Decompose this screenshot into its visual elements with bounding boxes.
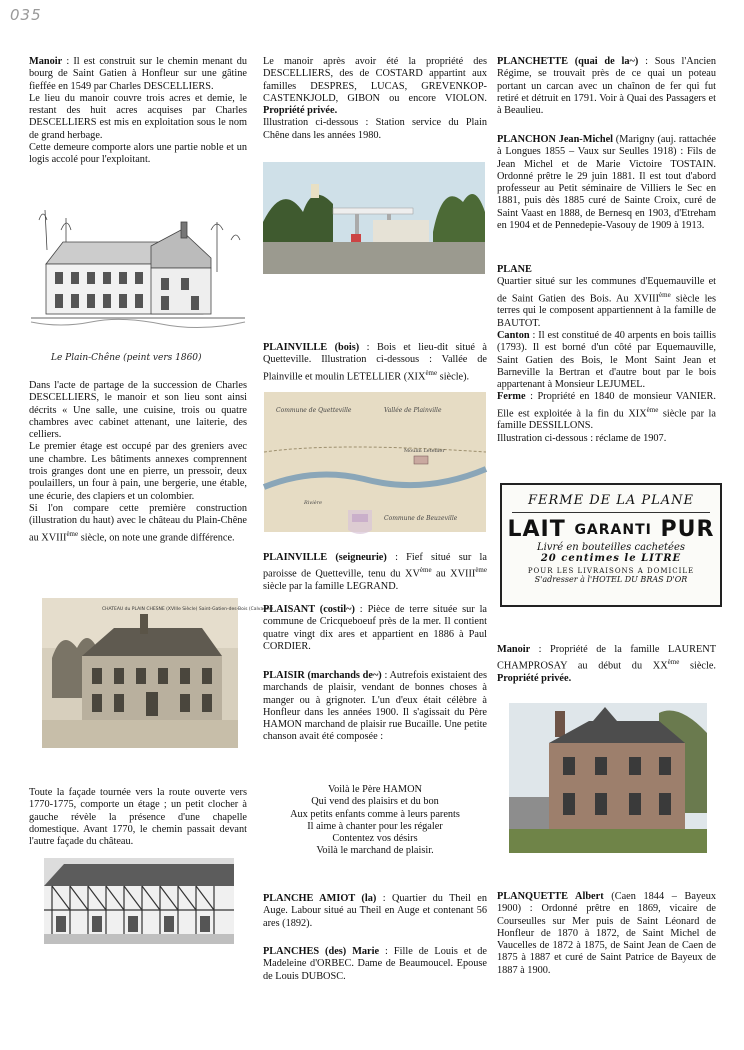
page-number: 035 — [10, 6, 42, 24]
map-label: Commune de Beuzeville — [384, 515, 458, 522]
service-station-image — [263, 162, 485, 274]
verse-line: Il aime à chanter pour les régaler — [307, 820, 443, 832]
entry-title: Manoir — [29, 56, 63, 67]
entry-title: PLAISIR (marchands de~) — [263, 670, 382, 681]
entry-plaisir: PLAISIR (marchands de~) : Autrefois existaient des marchands de plaisir, vendant de bonnes choses à manger ou à grignoter. L'un d'eux était célèbre à Honfleur dans les années 1900. Il s'agissait du Père HAMON marchand de plaisir rue Bucaille. Une petite chanson avait été composée : — [263, 670, 487, 743]
map-label: Rivière — [304, 500, 323, 506]
entry-plainville-bois: PLAINVILLE (bois) : Bois et lieu-dit situé à Quetteville. Illustration ci-dessous : Vallée de Plainville et moulin LETELLIER (XIXème siècle). — [263, 342, 487, 383]
plainville-map-image — [264, 392, 486, 532]
verse-line: Voilà le marchand de plaisir. — [316, 845, 434, 857]
entry-subtitle: Canton — [497, 329, 530, 341]
chateau-postcard-image — [42, 598, 273, 748]
entry-planches-marie: PLANCHES (des) Marie : Fille de Louis et de Madeleine d'ORBEC. Dame de Beaumoucel. Epouse de Louis DUBOSC. — [263, 946, 487, 982]
entry-title: PLANCHE AMIOT (la) — [263, 893, 377, 904]
entry-subtitle: Ferme — [497, 391, 526, 403]
entry-text: : Il est construit sur le chemin menant du bourg de Saint Gatien à Honfleur sur une gâtine fieffée en 1549 par Charles DESCELLIERS. — [29, 56, 247, 92]
manor-sketch-image — [31, 200, 245, 372]
entry-manoir-plane: Manoir : Propriété de la famille LAURENT CHAMPROSAY au début du XXème siècle. Propriété privée. — [497, 644, 716, 685]
private-property-label: Propriété privée. — [263, 105, 338, 117]
advertisement-image: FERME DE LA PLANE LAIT GARANTI PUR Livré en bouteilles cachetées 20 centimes le LITRE POUR LES LIVRAISONS A DOMICILE S'adresser à l'HOTEL DU BRAS D'OR — [500, 483, 722, 607]
entry-planchette: PLANCHETTE (quai de la~) : Sous l'Ancien Régime, se trouvait près de ce quai un poteau portant un carcan avec un chaînon de fer qui fut retiré et détruit en 1791. Voir à Quai des Passagers et à Beaulieu. — [497, 56, 716, 117]
entry-manoir-owners: Le manoir après avoir été la propriété des DESCELLIERS, des de COSTARD appartint aux familles DESPRES, LUCAS, GREVENKOP-CASTENKJOLD, GIBON ou encore VIOLON. Propriété privée. Illustration ci-dessous : Station service du Plain Chêne dans les années 1980. — [263, 56, 487, 141]
map-label: Moulin Letellier — [404, 448, 445, 454]
private-property-label: Propriété privée. — [497, 673, 572, 685]
entry-title: PLANQUETTE Albert — [497, 891, 604, 902]
paragraph: Dans l'acte de partage de la succession de Charles DESCELLIERS, le manoir et son lieu sont ainsi décrits « Une salle, une cuisine, trois ou quatre chambres avec cabinet attenant, une laiterie, des celliers. — [29, 380, 247, 441]
entry-title: PLAINVILLE (seigneurie) — [263, 552, 387, 563]
entry-subtitle: Manoir — [497, 644, 531, 655]
entry-plaisant: PLAISANT (costil~) : Pièce de terre située sur la commune de Cricqueboeuf près de la mer. Il contient quatre vingt dix ares et appartient en 1886 à Paul CORDIER. — [263, 604, 488, 652]
paragraph: Si l'on compare cette première construction (illustration du haut) avec le château du Plain-Chêne au XVIIIème siècle, on note une grande différence. — [29, 502, 247, 543]
entry-title: PLANCHETTE (quai de la~) — [497, 56, 639, 67]
entry-planche-amiot: PLANCHE AMIOT (la) : Quartier du Theil en Auge. Labour situé au Theil en Auge et contenant 56 ares (1892). — [263, 893, 487, 929]
ad-title: FERME DE LA PLANE — [527, 493, 695, 508]
verse-line: Voilà le Père HAMON — [328, 784, 422, 795]
verse-line: Aux petits enfants comme à leurs parents — [290, 808, 460, 820]
song-verse — [263, 784, 487, 858]
entry-title: PLANE — [497, 264, 532, 275]
entry-partage — [29, 380, 247, 544]
manoir-plane-image — [509, 703, 707, 853]
paragraph: Toute la façade tournée vers la route ouverte vers 1770-1775, comporte un étage ; un petit clocher à gauche révèle la présence d'une chapelle domestique. Avant 1770, le chemin passait devant l'autre façade du château. — [29, 787, 247, 848]
entry-manoir — [29, 56, 247, 167]
coat-of-arms-icon — [348, 510, 372, 534]
entry-planquette: PLANQUETTE Albert (Caen 1844 – Bayeux 1900) : Ordonné prêtre en 1869, vicaire de Courseulles sur Mer puis de Saint Léonard de Honfleur de 1870 à 1872, de Saint Michel de Vaucelles de 1872 à 1875, de Saint Jean de Caen de 1875 à 1887 et curé de Saint Patrice de Bayeux de 1887 à 1900. — [497, 891, 716, 976]
entry-title: PLAINVILLE (bois) — [263, 342, 360, 353]
entry-planchon: PLANCHON Jean-Michel (Marigny (auj. rattachée à Longues 1855 – Vaux sur Seulles 1918) : Fils de Jean Michel et de Marie Victoire TOSTAIN. Ordonné prêtre le 29 juin 1881. Il est tout d'abord professeur au Petit séminaire de Villiers le Sec en 1881, puis dès 1885 curé de Sainte Croix, curé de Saint Vaast en 1888, de Bernesq en 1903, d'Etreham en 1904 et de Pennedepie-Vasouy de 1909 à 1913. — [497, 134, 716, 232]
chateau-photo-image — [44, 858, 234, 944]
paragraph: Le premier étage est occupé par des greniers avec une chambre. Les bâtiments annexes comprennent trois granges dont une en pierre, un pressoir, deux poulaillers, un four à pain, une bergerie, une étable, une écurie, des clapiers et un colombier. — [29, 441, 247, 502]
map-label: Vallée de Plainville — [384, 407, 442, 414]
entry-plane: PLANE Quartier situé sur les communes d'Equemauville et de Saint Gatien des Bois. Au XVIIIème siècle les terres qui le composent appartiennent à la famille de BAUTOT. Canton : Il est constitué de 40 arpents en bois taillis (1793). Il est borné d'un côté par Equemauville, Saint Gatien des Bois, le Mont Saint Jean et Barneville la Bertran et d'autre bout par le bois appartenant à Monsieur LEJUMEL. Ferme : Propriété en 1840 de monsieur VANIER. Elle est exploitée à la fin du XIXème siècle par la famille DESSILLONS. Illustration ci-dessous : réclame de 1907. — [497, 264, 717, 444]
entry-plainville-seigneurie: PLAINVILLE (seigneurie) : Fief situé sur la paroisse de Quetteville, tenu du XVème au XVIIIème siècle par la famille LEGRAND. — [263, 552, 487, 593]
entry-title: PLAISANT (costil~) — [263, 604, 355, 615]
paragraph: Illustration ci-dessous : Station service du Plain Chêne dans les années 1980. — [263, 117, 487, 141]
postcard-caption: CHATEAU du PLAIN CHESNE (XVIIIe Siècle) Saint-Gatien-des-Bois (Calvados) — [102, 607, 273, 612]
paragraph: Le lieu du manoir couvre trois acres et demie, le restant des huit acres acquises par Charles DESCELLIERS est mis en exploitation sous le nom de grand herbage. — [29, 92, 247, 141]
verse-line: Qui vend des plaisirs et du bon — [311, 796, 439, 808]
paragraph: Cette demeure comporte alors une partie noble et un logis accolé pour l'exploitant. — [29, 142, 247, 166]
entry-facade — [29, 787, 247, 848]
verse-line: Contentez vos désirs — [332, 833, 418, 845]
paragraph: Illustration ci-dessous : réclame de 1907. — [497, 432, 667, 444]
sketch-caption: Le Plain-Chêne (peint vers 1860) — [51, 353, 202, 363]
entry-title: PLANCHON Jean-Michel — [497, 134, 614, 145]
map-label: Commune de Quetteville — [276, 407, 352, 414]
entry-title: PLANCHES (des) Marie — [263, 946, 380, 957]
